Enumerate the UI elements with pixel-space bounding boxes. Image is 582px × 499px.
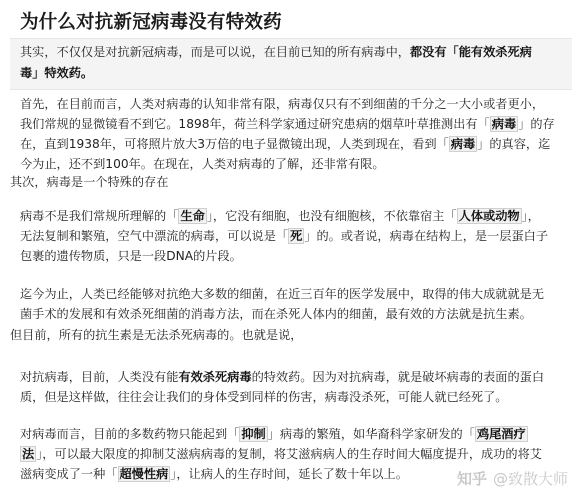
para2-text: 」， bbox=[521, 209, 540, 223]
para4-text: 对抗病毒，目前，人类没有能 bbox=[20, 370, 179, 384]
highlight-cocktail: 法 bbox=[22, 447, 35, 461]
para5-line-2 bbox=[20, 444, 542, 464]
highlight-life: 生命 bbox=[180, 209, 205, 223]
para2-text: 」的。或者说，病毒在结构上，是一层蛋白子 bbox=[304, 229, 549, 243]
para1-line-4: 今为止，还不到100年。在现在，人类对病毒的了解，还非常有限。 bbox=[20, 157, 385, 171]
para1-text: 」的存 bbox=[518, 117, 555, 131]
highlight-virus: 病毒 bbox=[450, 137, 476, 151]
para4-line-2: 质，但是这样做，往往会让我们的身体受到同样的伤害，病毒没杀死，可能人就已经死了。 bbox=[20, 390, 508, 404]
intro-line-1 bbox=[20, 42, 532, 62]
para3-line-2: 菌手术的发展和有效杀死细菌的消毒方法，而在杀死人体内的细菌，最有效的方法就是抗生素。 bbox=[20, 307, 532, 321]
intro-bold: 都没有「 bbox=[410, 45, 459, 59]
intro-text: 其实，不仅仅是对抗新冠病毒，而是可以说，在目前已知的所有病毒中， bbox=[20, 45, 410, 59]
para1-line-2 bbox=[20, 114, 555, 134]
highlight-inhibit: 抑制 bbox=[241, 427, 266, 441]
highlight-dead: 死 bbox=[290, 229, 303, 243]
para4-line-1 bbox=[20, 367, 544, 387]
para2-line-3: 包裹的遗传物质，只是一段DNA的片段。 bbox=[20, 249, 242, 263]
para5-text: 滋病变成了一种「 bbox=[20, 467, 118, 481]
para1-text: 在，直到1938年，可将照片放大3万倍的电子显微镜出现，人类到现在，看到「 bbox=[20, 137, 449, 151]
intro-line-2 bbox=[20, 63, 93, 83]
para4-text: 的特效药。因为对抗病毒，就是破坏病毒的表面的蛋白 bbox=[251, 370, 545, 384]
article-title: 为什么对抗新冠病毒没有特效药 bbox=[20, 12, 282, 33]
para5-text: 」，可以最大限度的抑制艾滋病病毒的复制，将艾滋病病人的生存时间大幅度提升，成功的将艾 bbox=[36, 447, 542, 461]
para2-text: 」，它没有细胞，也没有细胞核，不依靠宿主「 bbox=[206, 209, 457, 223]
para2-line-2 bbox=[20, 226, 548, 246]
zhihu-watermark bbox=[457, 468, 568, 489]
para1-line-5: 其次，病毒是一个特殊的存在 bbox=[10, 175, 169, 189]
highlight-chronic: 超慢性病 bbox=[119, 467, 169, 481]
para5-text: 对病毒而言，目前的多数药物只能起到「 bbox=[20, 427, 240, 441]
para5-line-3 bbox=[20, 464, 408, 484]
para1-text: 」的真容，迄 bbox=[477, 137, 551, 151]
intro-bold-key: 毒 bbox=[20, 66, 33, 80]
highlight-virus: 病毒 bbox=[491, 117, 517, 131]
para2-line-1 bbox=[20, 206, 540, 226]
watermark-author: @致散大师 bbox=[492, 470, 568, 488]
highlight-host: 人体或动物 bbox=[458, 209, 520, 223]
para5-line-1 bbox=[20, 424, 528, 444]
highlight-cocktail: 鸡尾酒疗 bbox=[476, 427, 526, 441]
bold-kill-virus: 有效杀死病毒 bbox=[178, 370, 252, 384]
intro-bold-key: 能有效杀死病 bbox=[458, 45, 532, 59]
para1-line-1: 首先，在目前而言，人类对病毒的认知非常有限，病毒仅只有不到细菌的千分之一大小或者更小， bbox=[20, 97, 545, 111]
watermark-site: 知乎 bbox=[456, 470, 487, 488]
para1-line-3 bbox=[20, 134, 550, 154]
para1-text: 我们常规的显微镜看不到它。1898年，荷兰科学家通过研究患病的烟草叶草推测出有「 bbox=[20, 117, 490, 131]
para5-text: 」，让病人的生存时间，延长了数十年以上。 bbox=[170, 467, 408, 481]
para3-line-3: 但目前，所有的抗生素是无法杀死病毒的。也就是说， bbox=[10, 328, 303, 342]
intro-bold: 」特效药。 bbox=[32, 66, 94, 80]
para3-line-1: 迄今为止，人类已经能够对抗绝大多数的细菌，在近三百年的医学发展中，取得的伟大成就就是无 bbox=[20, 287, 545, 301]
para2-text: 无法复制和繁殖，空气中漂流的病毒，可以说是「 bbox=[20, 229, 289, 243]
para2-text: 病毒不是我们常规所理解的「 bbox=[20, 209, 179, 223]
para5-text: 」病毒的繁殖，如华裔科学家研发的「 bbox=[267, 427, 475, 441]
